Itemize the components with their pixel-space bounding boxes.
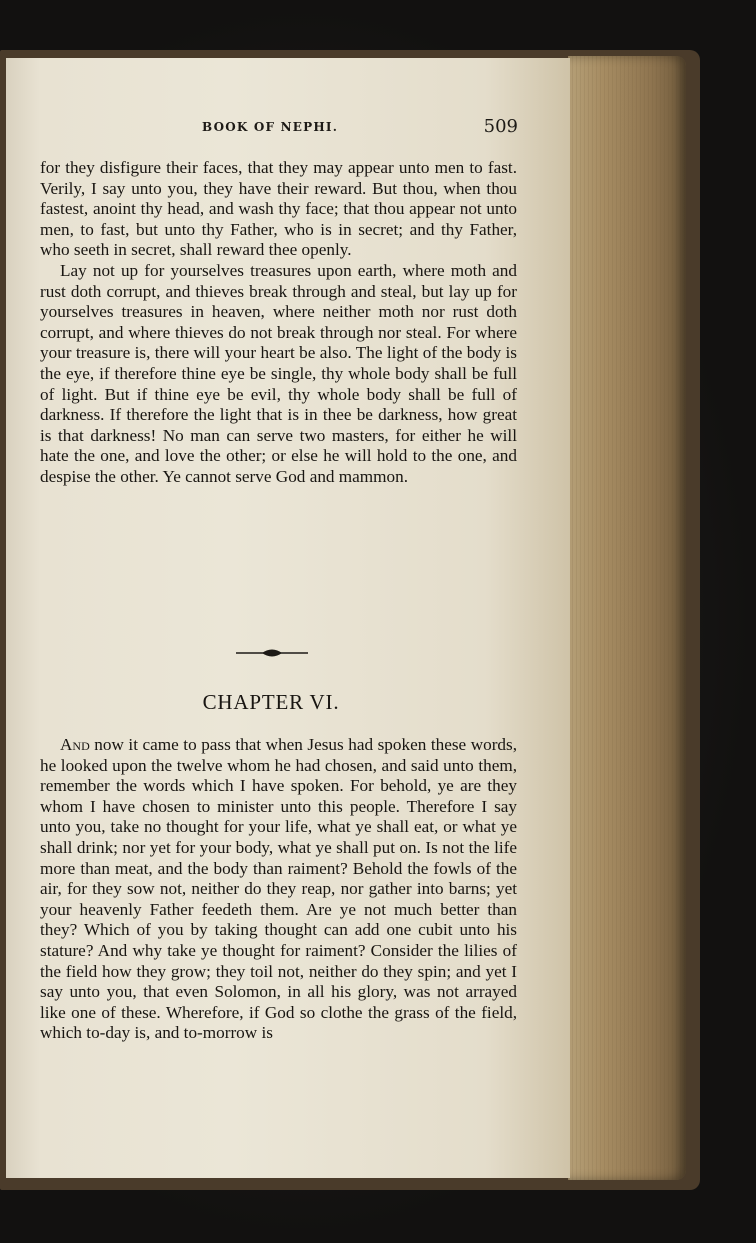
chapter-text: now it came to pass that when Jesus had spoken these words, he looked upon the twelve whom he had chosen, and said unto them, remember the words which I have spoken. For behold, ye are they whom I have chosen to minister unto this people. Therefore I say unto you, take no thought for your life, what ye shall eat, or what ye shall drink; nor yet for your body, what ye shall put on. Is not the life more than meat, and the body than raiment? Behold the fowls of the air, for they sow not, neither do they reap, nor gather into barns; yet your heavenly Father feedeth them. Are ye not much better than they? Which of you by taking thought can add one cubit unto his stature? And why take ye thought for raiment? Consider the lilies of the field how they grow; they toil not, neither do they spin; and yet I say unto you, that even Solomon, in all his glory, was not arrayed like one of these. Wherefore, if God so clothe the grass of the field, which to-day is, and to-morrow is: [40, 735, 517, 1043]
text-block-chapter: [40, 735, 517, 1044]
page-edges: [568, 56, 686, 1180]
paragraph: for they disfigure their faces, that they may appear unto men to fast. Verily, I say unto you, they have their reward. But thou, when thou fastest, anoint thy head, and wash thy face; that thou appear not unto men, to fast, but unto thy Father, who is in secret; and thy Father, who seeth in secret, shall reward thee openly.: [40, 158, 517, 260]
running-head: [40, 116, 518, 140]
chapter-title: CHAPTER VI.: [202, 690, 340, 714]
ornament-rule-icon: [236, 646, 308, 660]
running-title: BOOK OF NEPHI.: [202, 120, 339, 134]
text-block-top: [40, 158, 517, 488]
chapter-lead-word: And: [60, 735, 90, 754]
chapter-paragraph: [40, 735, 517, 1044]
paragraph: Lay not up for yourselves treasures upon earth, where moth and rust doth corrupt, and thieves break through and steal, but lay up for yourselves treasures in heaven, where neither moth nor rust doth corrupt, and where thieves do not break through nor steal. For where your treasure is, there will your heart be also. The light of the body is the eye, if therefore thine eye be single, thy whole body shall be full of light. But if thine eye be evil, thy whole body shall be full of darkness. If therefore the light that is in thee be darkness, how great is that darkness! No man can serve two masters, for either he will hate the one, and love the other; or else he will hold to the one, and despise the other. Ye cannot serve God and mammon.: [40, 260, 517, 486]
page-number: 509: [483, 116, 518, 137]
